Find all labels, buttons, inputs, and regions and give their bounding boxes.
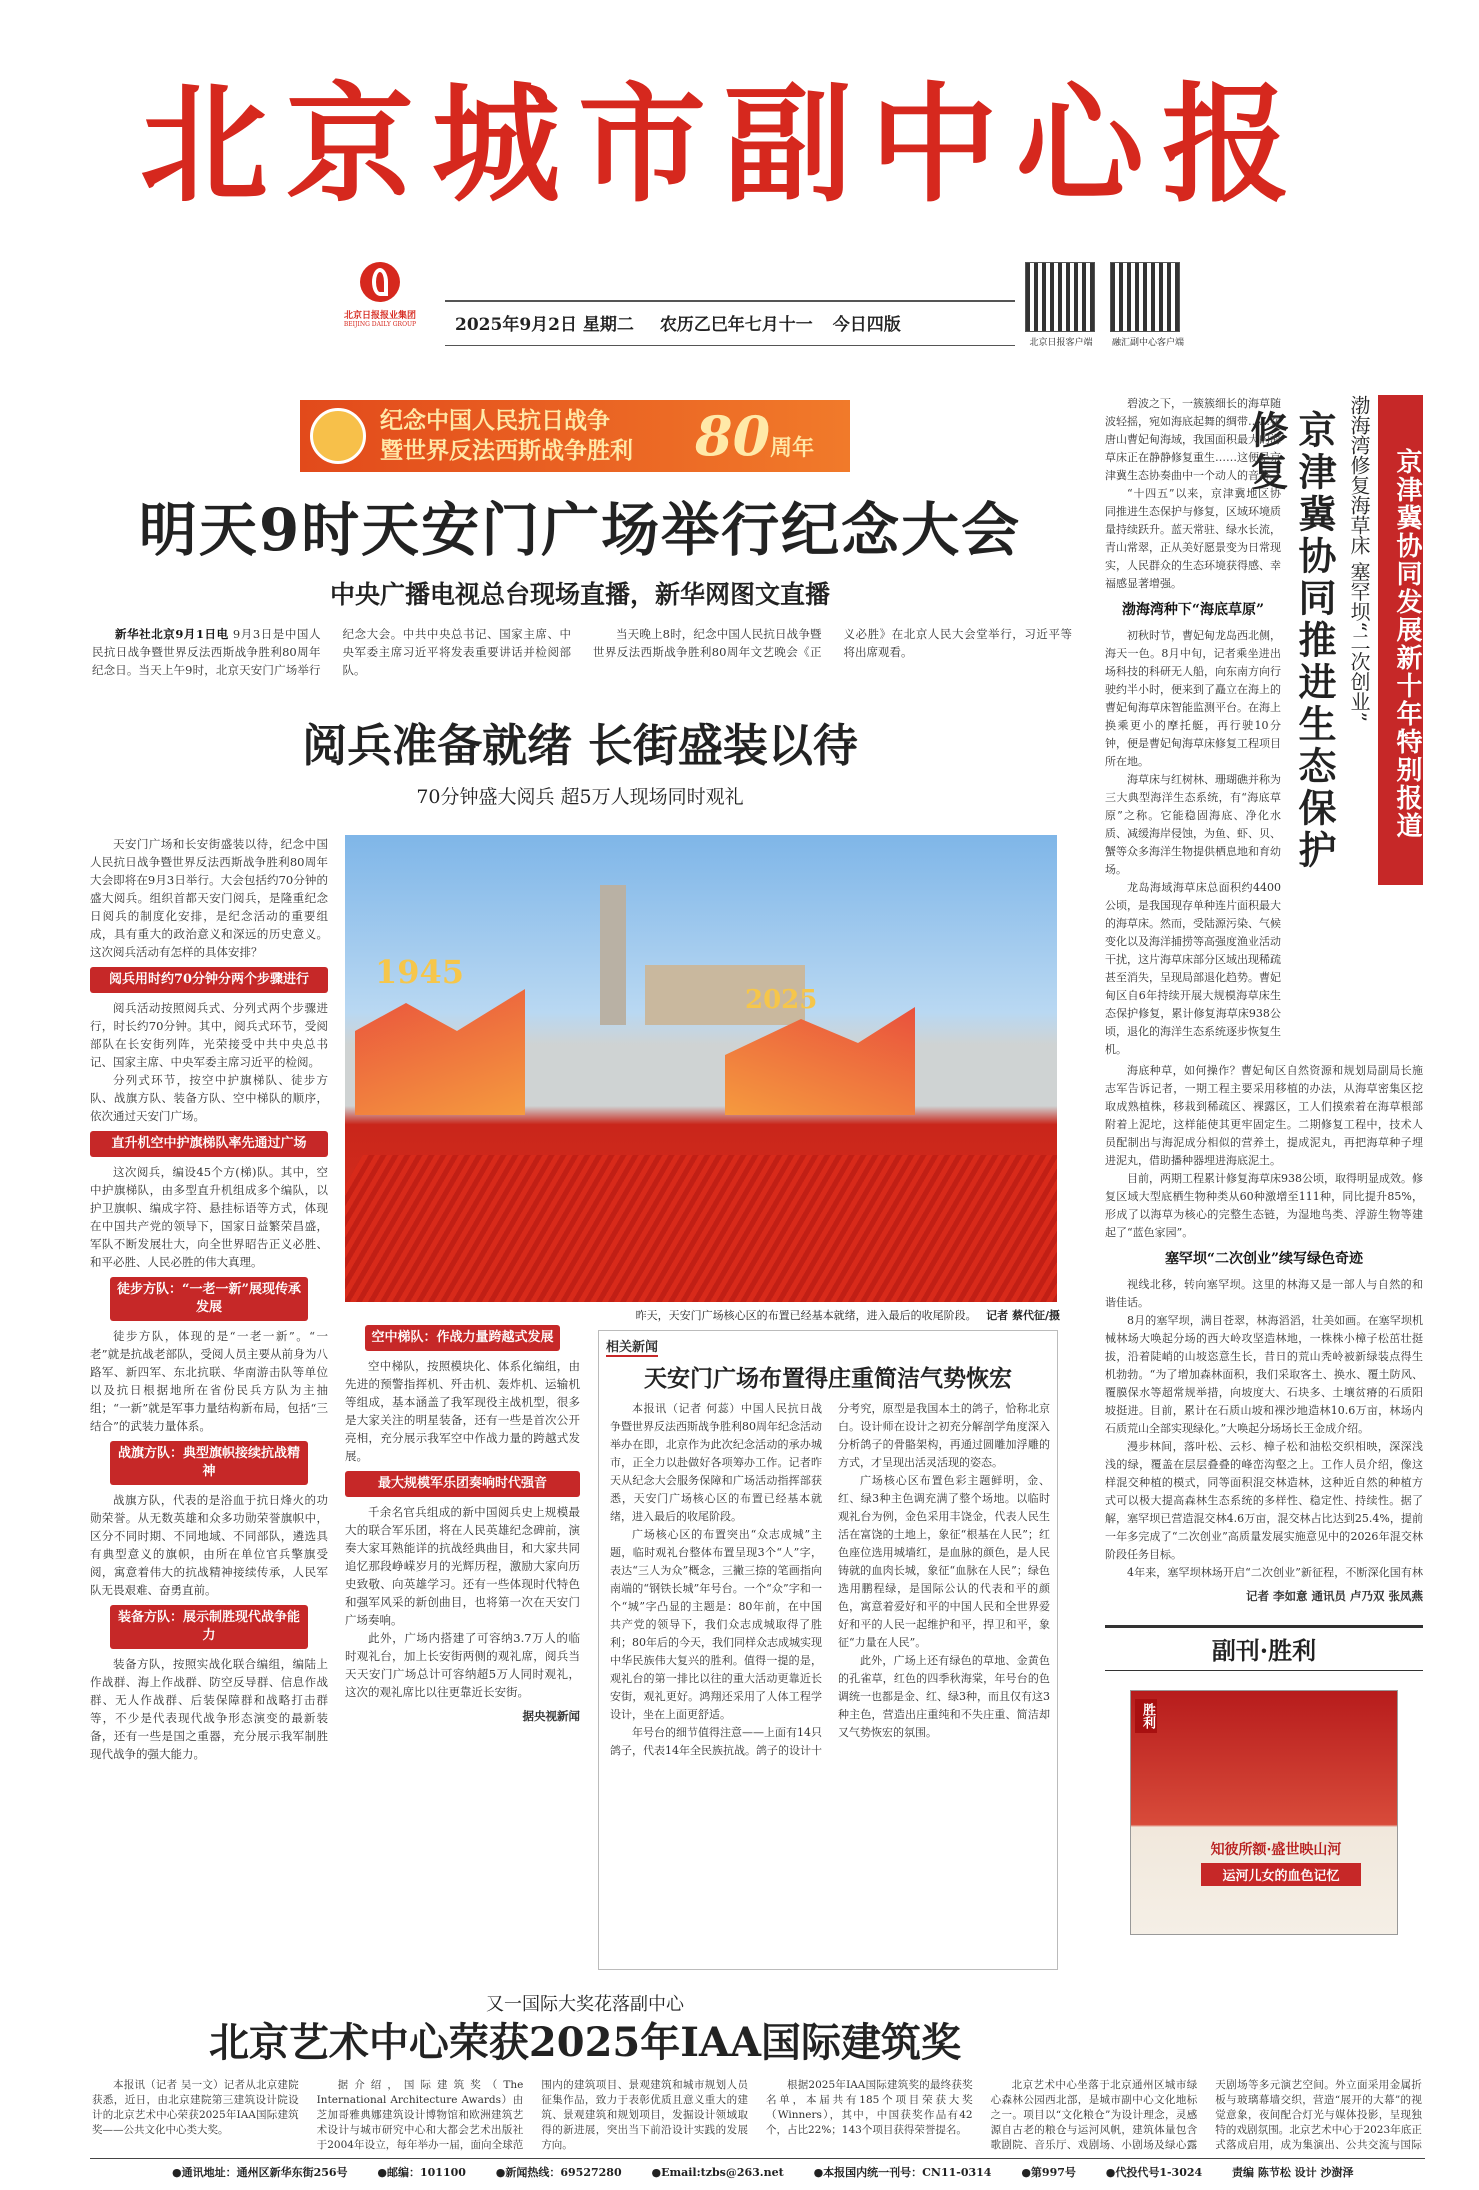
supplement-cover-sub: 运河儿女的血色记忆 [1201,1863,1361,1886]
related-p4: 广场核心区布置色彩主题鲜明，金、红、绿3种主色调充满了整个场地。以临时观礼台为例，金色采用丰饶金，代表人民生活在富饶的土地上，象征“根基在人民”；红色座位选用城墙红，是血脉的颜色，是人民铸就的血肉长城，象征“血脉在人民”；绿色选用鹏程绿，是国际公认的代表和平的颜色，寓意着爱好和平的中国人民和全世界爱好和平的人民一起维护和平，捍卫和平，象征“力量在人民”。 [838,1474,1050,1649]
qr-code-beijing-daily [1025,262,1095,332]
date: 2025年9月2日 星期二 [455,315,634,335]
bohai-p1: “十四五”以来，京津冀地区协同推进生态保护与修复，区域环境质量持续跃升。蓝天常驻、绿水长流，青山常翠，正从美好愿景变为日常现实，人民群众的生态环境获得感、幸福感显著增强。 [1105,487,1281,590]
footer-hotline: ●新闻热线：69527280 [495,2166,622,2179]
group-name: 北京日报报业集团 [343,311,416,321]
art-p3: 根据2025年IAA国际建筑奖的最终获奖名单，本届共有185个项目荣获大奖（Winners），其中，中国获奖作品有42个，占比22%；143个项目获得荣誉提名。 [765,2079,973,2136]
art-kicker: 又一国际大奖花落副中心 [486,1994,684,2015]
tiananmen-photo [345,835,1057,1302]
parade-p3: 这次阅兵，编设45个方(梯)队。其中，空中护旗梯队，由多型直升机组成多个编队，以护卫旗帜、编成字符、悬挂标语等方式，体现在中国共产党的领导下，国家日益繁荣昌盛，军队不断发展壮大，向全世界昭告正义必胜、和平必胜、人民必胜的伟大真理。 [90,1165,328,1269]
parade-p9: 此外，广场内搭建了可容纳3.7万人的临时观礼台，加上长安街两侧的观礼席，阅兵当天天安门广场总计可容纳超5万人同时观礼，这次的观礼席比以往更靠近长安街。 [345,1631,580,1699]
related-body [610,1400,1050,1960]
art-headline: 北京艺术中心荣获2025年IAA国际建筑奖 [208,2019,962,2066]
parade-sub6: 空中梯队：作战力量跨越式发展 [365,1325,560,1351]
bohai-p2: 初秋时节，曹妃甸龙岛西北侧，海天一色。8月中旬，记者乘坐进出场科技的科研无人船，向东南方向行驶约半小时，便来到了矗立在海上的曹妃甸海草床智能监测平台。在海上换乘更小的摩托艇，再行驶10分钟，便是曹妃甸海草床修复工程项目所在地。 [1105,629,1281,768]
parade-p8: 千余名官兵组成的新中国阅兵史上规模最大的联合军乐团，将在人民英雄纪念碑前，演奏大家耳熟能详的抗战经典曲目，和大家共同追忆那段峥嵘岁月的光辉历程，激励大家向历史致敬、向英雄学习。还有一些体现时代特色和强军风采的新创曲目，也将第一次在天安门广场奏响。 [345,1505,580,1627]
bohai-p7: 视线北移，转向塞罕坝。这里的林海又是一部人与自然的和谐佳话。 [1105,1278,1423,1309]
art-p2: 据介绍，国际建筑奖（The International Architecture Awards）由芝加哥雅典娜建筑设计博物馆和欧洲建筑艺术设计与城市研究中心和大都会艺术出版社于2004年设立，每年举办一届，面向全球范围内的建筑项目、景观建筑和城市规划人员征集作品，致力于表彰优质且意义重大的建筑、景观建筑和规划项目，发掘设计领域取得的新进展，突出当下前沿设计实践的发展方向。 [316,2079,748,2151]
parade-p5: 战旗方队，代表的是浴血于抗日烽火的功勋荣誉。从无数英雄和众多功勋荣誉旗帜中，区分不同时期、不同地域、不同部队，遴选具有典型意义的旗帜，由所在单位官兵擎旗受阅，寓意着伟大的抗战精神接续传承，人民军队无畏艰难、奋勇直前。 [90,1493,328,1597]
monument [600,885,626,1025]
related-headline: 天安门广场布置得庄重简洁气势恢宏 [644,1365,1012,1392]
masthead-title: 北京城市副中心报 [140,70,1309,220]
date-line [455,310,901,335]
qr2-label: 融汇副中心客户端 [1111,338,1184,348]
photo-caption [560,1307,1060,1323]
lead-headline: 明天9时天安门广场举行纪念大会 [138,496,1022,564]
masthead-rule [445,300,1015,302]
supplement-side: 胜利 [1135,1699,1157,1733]
bohai-top-left [1105,395,1281,1055]
related-p1: 本报讯（记者 何蕊）中国人民抗日战争暨世界反法西斯战争胜利80周年纪念活动举办在即，北京作为此次纪念活动的承办城市，正全力以赴做好各项筹办工作。记者昨天从纪念大会服务保障和广场活动指挥部获悉，天安门广场核心区的布置已经基本就绪，进入最后的收尾阶段。 [610,1402,822,1523]
parade-sub5: 装备方队：展示制胜现代战争能力 [110,1605,308,1649]
qr-code-fusion [1110,262,1180,332]
parade-sub1: 阅兵用时约70分钟分两个步骤进行 [90,967,328,993]
bohai-sub2: 塞罕坝“二次创业”续写绿色奇迹 [1164,1251,1364,1267]
related-tag: 相关新闻 [606,1336,658,1357]
footer-issue: ●第997号 [1021,2166,1076,2179]
parade-sub3: 徒步方队：“一老一新”展现传承发展 [110,1277,308,1321]
bohai-p3: 海草床与红树林、珊瑚礁并称为三大典型海洋生态系统，有“海底草原”之称。它能稳固海底、净化水质、减缓海岸侵蚀，为鱼、虾、贝、蟹等众多海洋生物提供栖息地和育幼场。 [1105,773,1281,876]
parade-subhead: 70分钟盛大阅兵 超5万人现场同时观礼 [416,786,744,808]
parade-p7: 空中梯队，按照模块化、体系化编组，由先进的预警指挥机、歼击机、轰炸机、运输机等组成，基本涵盖了我军现役主战机型，很多是大家关注的明星装备，还有一些是首次公开亮相，充分展示我军空中作战力量的跨越式发展。 [345,1359,580,1463]
parade-headline: 阅兵准备就绪 长街盛装以待 [302,719,858,772]
lead-body [92,625,1072,691]
banner-line1: 纪念中国人民抗日战争 [380,407,610,434]
related-p5: 此外，广场上还有绿色的草地、金黄色的孔雀草，红色的四季秋海棠，年号台的色调统一也都是金、红、绿3种，而且仅有这3种主色，营造出庄重纯和不失庄重、简洁却又气势恢宏的氛围。 [838,1654,1050,1739]
parade-p6: 装备方队，按照实战化联合编组，编陆上作战群、海上作战群、防空反导群、信息作战群、无人作战群、后装保障群和战略打击群等，不少是代表现代战争形态演变的最新装备，还有一些是国之重器，充分展示我军制胜现代战争的强大能力。 [90,1657,328,1761]
bohai-p0: 碧波之下，一簇簇细长的海草随波轻摇，宛如海底起舞的绸带……在唐山曹妃甸海域，我国面积最大的海草床正在静静修复重生……这便是京津冀生态协奏曲中一个动人的音符。 [1105,397,1281,482]
parade-p4: 徒步方队，体现的是“一老一新”。“一老”就是抗战老部队，受阅人员主要从前身为八路军、新四军、东北抗联、华南游击队等单位以及抗日根据地所在省份民兵方队为主抽组；“一新”就是军事力量结构新布局，包括“三结合”的武装力量体系。 [90,1329,328,1433]
flowerbed [345,1155,1057,1302]
bohai-p10: 4年来，塞罕坝林场开启“二次创业”新征程，不断深化国有林 [1127,1566,1423,1579]
bohai-p6: 目前，两期工程累计修复海草床938公顷，取得明显成效。修复区域大型底栖生物种类从60种激增至111种，同比提升85%，形成了以海草为核心的完整生态链，为湿地鸟类、浮游生物等建起了“蓝色家园”。 [1105,1172,1423,1239]
parade-byline: 据央视新闻 [522,1709,580,1723]
great-wall-icon [310,408,366,464]
lunar-date: 农历乙巳年七月十一 [659,315,813,335]
bohai-kicker: 渤海湾修复海草床 塞罕坝“二次创业” [1347,395,1371,722]
bohai-sub1: 渤海湾种下“海底草原” [1121,602,1265,618]
photo-caption-text: 昨天，天安门广场核心区的布置已经基本就绪，进入最后的收尾阶段。 [635,1309,977,1322]
bohai-lower [1105,1062,1423,1582]
special-report-ribbon: 京津冀协同发展新十年特别报道 [1378,395,1423,885]
decoration-1945 [355,975,525,1115]
lead-p2: 当天晚上8时，纪念中国人民抗日战争暨世界反法西斯战争胜利80周年文艺晚会《正义必胜》在北京人民大会堂举行，习近平等将出席观看。 [593,627,1072,659]
anniversary-banner [300,400,850,472]
label-1945: 1945 [375,953,465,991]
parade-sub7: 最大规模军乐团奏响时代强音 [345,1471,580,1497]
banner-line2: 暨世界反法西斯战争胜利 [380,437,633,464]
supplement-cover-title: 知彼所额·盛世映山河 [1210,1842,1342,1858]
lead-p1: 9月3日是中国人民抗日战争暨世界反法西斯战争胜利80周年纪念日。当天上午9时，北京天安门广场举行纪念大会。中共中央总书记、国家主席、中央军委主席习近平将发表重要讲话并检阅部队。 [92,627,571,677]
art-p1: 本报讯（记者 吴一文）记者从北京建院获悉，近日，由北京建院第三建筑设计院设计的北京艺术中心荣获2025年IAA国际建筑奖——公共文化中心类大奖。 [92,2079,299,2136]
related-p2: 广场核心区的布置突出“众志成城”主题，临时观礼台整体布置呈现3个“人”字，表达“三人为众”概念，三撇三捺的笔画指向南端的“钢铁长城”年号台。一个“众”字和一个“城”字凸显的主题是：80年前，在中国共产党的领导下，我们众志成城取得了胜利；80年后的今天，我们同样众志成城实现中华民族伟大复兴的胜利。值得一提的是，观礼台的第一排比以往的重大活动更靠近长安街，观礼更好。鸿翔还采用了人体工程学设计，坐在上面更舒适。 [610,1528,822,1721]
parade-column-left [90,835,328,2005]
bohai-p9: 漫步林间，落叶松、云杉、樟子松和油松交织相映，深深浅浅的绿，覆盖在层层叠叠的峰峦沟壑之上。工作人员介绍，像这样混交种植的模式，同等面积混交林造林，这种近自然的种植方式可以极大提高森林生态系统的多样性、稳定性、持续性。据了解，塞罕坝已营造混交林4.6万亩，混交林占比达到25.4%，提前一年多完成了“二次创业”高质量发展实施意见中的2026年混交林阶段任务目标。 [1105,1440,1423,1561]
footer-address: ●通讯地址：通州区新华东街256号 [172,2166,348,2179]
lead-dateline: 新华社北京9月1日电 [115,627,229,641]
bohai-p5: 海底种草，如何操作？曹妃甸区自然资源和规划局副局长施志军告诉记者，一期工程主要采用移植的办法，从海草密集区挖取成熟植株，移栽到稀疏区、裸露区，工人们摸索着在海草根部附着上泥坨，这样能使其更牢固定生。二期修复工程中，技术人员配制出与海泥成分相似的营养土，提成泥丸，再把海草种子埋进泥丸，借助播种器埋进海底泥土。 [1105,1064,1423,1167]
parade-p1: 阅兵活动按照阅兵式、分列式两个步骤进行，时长约70分钟。其中，阅兵式环节，受阅部队在长安街列阵，光荣接受中共中央总书记、国家主席、中央军委主席习近平的检阅。 [90,1001,328,1069]
parade-intro: 天安门广场和长安街盛装以待，纪念中国人民抗日战争暨世界反法西斯战争胜利80周年大会即将在9月3日举行。大会包括约70分钟的盛大阅兵。组织首都天安门阅兵，是隆重纪念日阅兵的制度化安排，是纪念活动的重要组成，具有重大的政治意义和深远的历史意义。这次阅兵活动有怎样的具体安排？ [90,837,328,959]
page-count: 今日四版 [832,315,901,335]
supplement-cover [1130,1690,1398,1935]
bohai-p8: 8月的塞罕坝，满目苍翠，林海滔滔，壮美如画。在塞罕坝机械林场大唤起分场的西大岭攻坚造林地，一株株小樟子松茁壮挺拔，沿着陡峭的山坡恣意生长，昔日的荒山秃岭被新绿装点得生机勃勃。“为了增加森林面积，我们采取客土、换水、覆土防风、覆膜保水等超常规举措，向坡度大、石块多、土壤贫瘠的石质阳坡挺进。目前，累计在石质山坡和裸沙地造林10.6万亩，林场内石质荒山全部实现绿化。”大唤起分场场长王金成介绍。 [1105,1314,1423,1435]
footer [172,2164,1432,2180]
footer-email: ●Email:tzbs@263.net [651,2166,784,2179]
footer-cn: ●本报国内统一刊号：CN11-0314 [813,2166,992,2179]
group-name-en: BEIJING DAILY GROUP [343,321,417,328]
banner-years: 80 [695,404,771,468]
footer-dist: ●代投代号1-3024 [1105,2166,1203,2179]
banner-suffix: 周年 [770,435,815,461]
group-logo [320,262,440,342]
supplement-header: 副刊·胜利 [1105,1625,1423,1671]
bohai-byline: 记者 李如意 通讯员 卢乃双 张凤燕 [1245,1589,1423,1603]
art-body [92,2078,1422,2153]
art-p4: 北京艺术中心坐落于北京通州区城市绿心森林公园西北部，是城市副中心文化地标之一。项目以“文化粮仓”为设计理念，灵感源自古老的粮仓与运河风帆，建筑体量包含歌剧院、音乐厅、戏剧场、小剧场及绿心露天剧场等多元演艺空间。外立面采用金属折板与玻璃幕墙交织，营造“展开的大幕”的视觉意象，夜间配合灯光与媒体投影，呈现独特的戏剧氛围。北京艺术中心于2023年底正式落成启用，成为集演出、公共交流与国际 [990,2079,1422,2151]
footer-editors: 责编 陈节松 设计 沙澍泽 [1232,2166,1354,2179]
parade-column-mid [345,1325,580,1965]
footer-postcode: ●邮编：101100 [377,2166,466,2179]
lead-subhead: 中央广播电视总台现场直播，新华网图文直播 [329,580,830,609]
parade-p2: 分列式环节，按空中护旗梯队、徒步方队、战旗方队、装备方队、空中梯队的顺序，依次通过天安门广场。 [90,1073,328,1123]
group-logo-icon [360,262,400,302]
photo-credit: 记者 蔡代征/摄 [986,1309,1060,1322]
qr1-label: 北京日报客户端 [1029,338,1093,348]
related-p3: 年号台的细节值得注意——上面有14只鸽子，代表14年全民族抗战。鸽子的设计十分考究，原型是我国本土的鸽子，恰称北京白。设计师在设计之初充分解剖学角度深入分析鸽子的骨骼架构，再通过圆雕加浮雕的方式，才呈现出活灵活现的姿态。 [610,1402,1050,1757]
parade-sub4: 战旗方队：典型旗帜接续抗战精神 [110,1441,308,1485]
parade-sub2: 直升机空中护旗梯队率先通过广场 [90,1131,328,1157]
masthead-rule-bottom [445,345,1015,346]
bohai-headline: 京津冀协同推进生态保护修复 [1244,410,1337,872]
label-2025: 2025 [745,985,818,1015]
bohai-p4: 龙岛海域海草床总面积约4400公顷，是我国现存单种连片面积最大的海草床。然而，受陆源污染、气候变化以及海洋捕捞等高强度渔业活动干扰，这片海草床部分区域出现稀疏甚至消失，呈现局部退化趋势。曹妃甸区自6年持续开展大规模海草床生态保护修复，累计修复海草床938公顷，退化的海洋生态系统逐步恢复生机。 [1105,881,1281,1055]
footer-rule [90,2158,1425,2159]
